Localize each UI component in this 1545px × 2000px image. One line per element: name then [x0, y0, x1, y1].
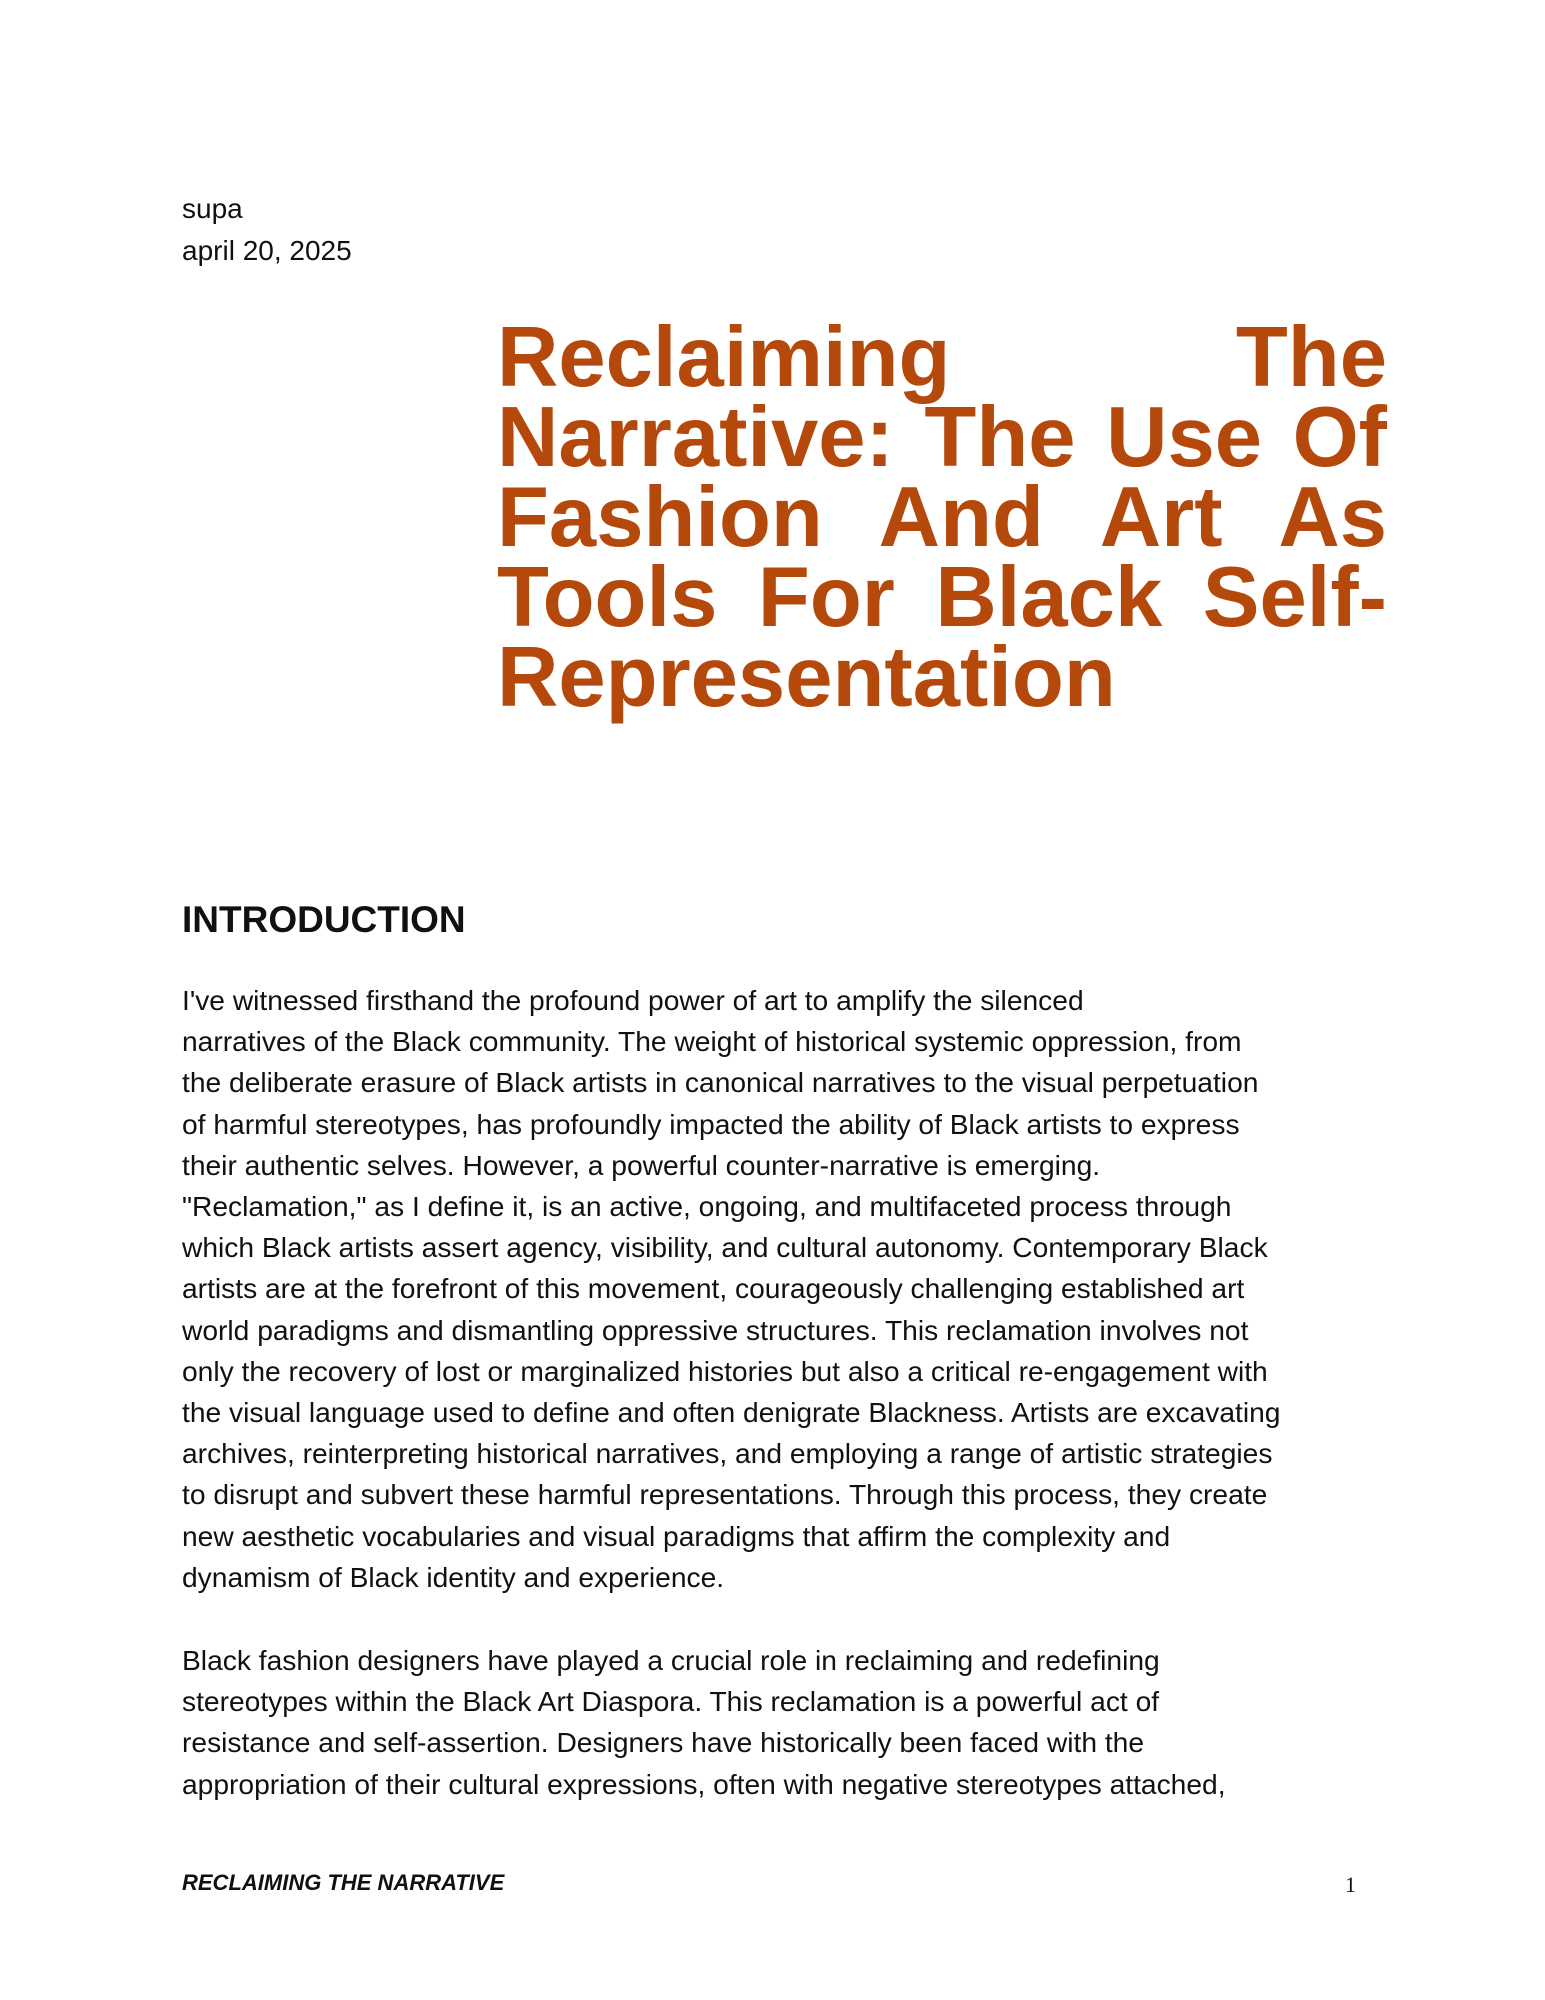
paragraph-line: of harmful stereotypes, has profoundly impacted the ability of Black artists to express — [182, 1107, 1240, 1140]
paragraph-line: "Reclamation," as I define it, is an active, ongoing, and multifaceted process through — [182, 1190, 1232, 1223]
paragraph-line: their authentic selves. However, a powerful counter-narrative is emerging. — [182, 1148, 1101, 1181]
paragraph-line: to disrupt and subvert these harmful representations. Through this process, they create — [182, 1478, 1268, 1511]
document-date: april 20, 2025 — [182, 235, 352, 266]
author-name: supa — [182, 193, 243, 224]
paragraph-line: I've witnessed firsthand the profound power of art to amplify the silenced — [182, 984, 1084, 1016]
body-paragraph-1 — [182, 980, 1372, 1598]
paragraph-line: the visual language used to define and often denigrate Blackness. Artists are excavating — [182, 1396, 1281, 1429]
section-heading-introduction: INTRODUCTION — [182, 899, 466, 940]
paragraph-line: narratives of the Black community. The weight of historical systemic oppression, from — [182, 1025, 1242, 1058]
paragraph-line: dynamism of Black identity and experience. — [182, 1560, 725, 1593]
paragraph-line: the deliberate erasure of Black artists in canonical narratives to the visual perpetuation — [182, 1066, 1259, 1099]
paragraph-line: world paradigms and dismantling oppressive structures. This reclamation involves not — [182, 1313, 1249, 1346]
body-paragraph-2 — [182, 1640, 1372, 1805]
paragraph-line: appropriation of their cultural expressions, often with negative stereotypes attached, — [182, 1767, 1226, 1800]
paragraph-line: new aesthetic vocabularies and visual paradigms that affirm the complexity and — [182, 1519, 1171, 1552]
paragraph-line: only the recovery of lost or marginalized histories but also a critical re-engagement with — [182, 1354, 1268, 1387]
footer-running-title: RECLAIMING THE NARRATIVE — [182, 1870, 505, 1895]
paragraph-line: archives, reinterpreting historical narratives, and employing a range of artistic strategies — [182, 1437, 1273, 1470]
paragraph-line: which Black artists assert agency, visibility, and cultural autonomy. Contemporary Black — [182, 1231, 1268, 1264]
paragraph-line: artists are at the forefront of this movement, courageously challenging established art — [182, 1272, 1245, 1305]
paragraph-line: resistance and self-assertion. Designers have historically been faced with the — [182, 1726, 1145, 1759]
paragraph-line: stereotypes within the Black Art Diaspora. This reclamation is a powerful act of — [182, 1685, 1160, 1718]
paragraph-line: Black fashion designers have played a crucial role in reclaiming and redefining — [182, 1644, 1160, 1676]
page-number: 1 — [1345, 1872, 1356, 1897]
document-title: Reclaiming The Narrative: The Use Of Fashion And Art As Tools For Black Self-Representation — [497, 310, 1387, 725]
